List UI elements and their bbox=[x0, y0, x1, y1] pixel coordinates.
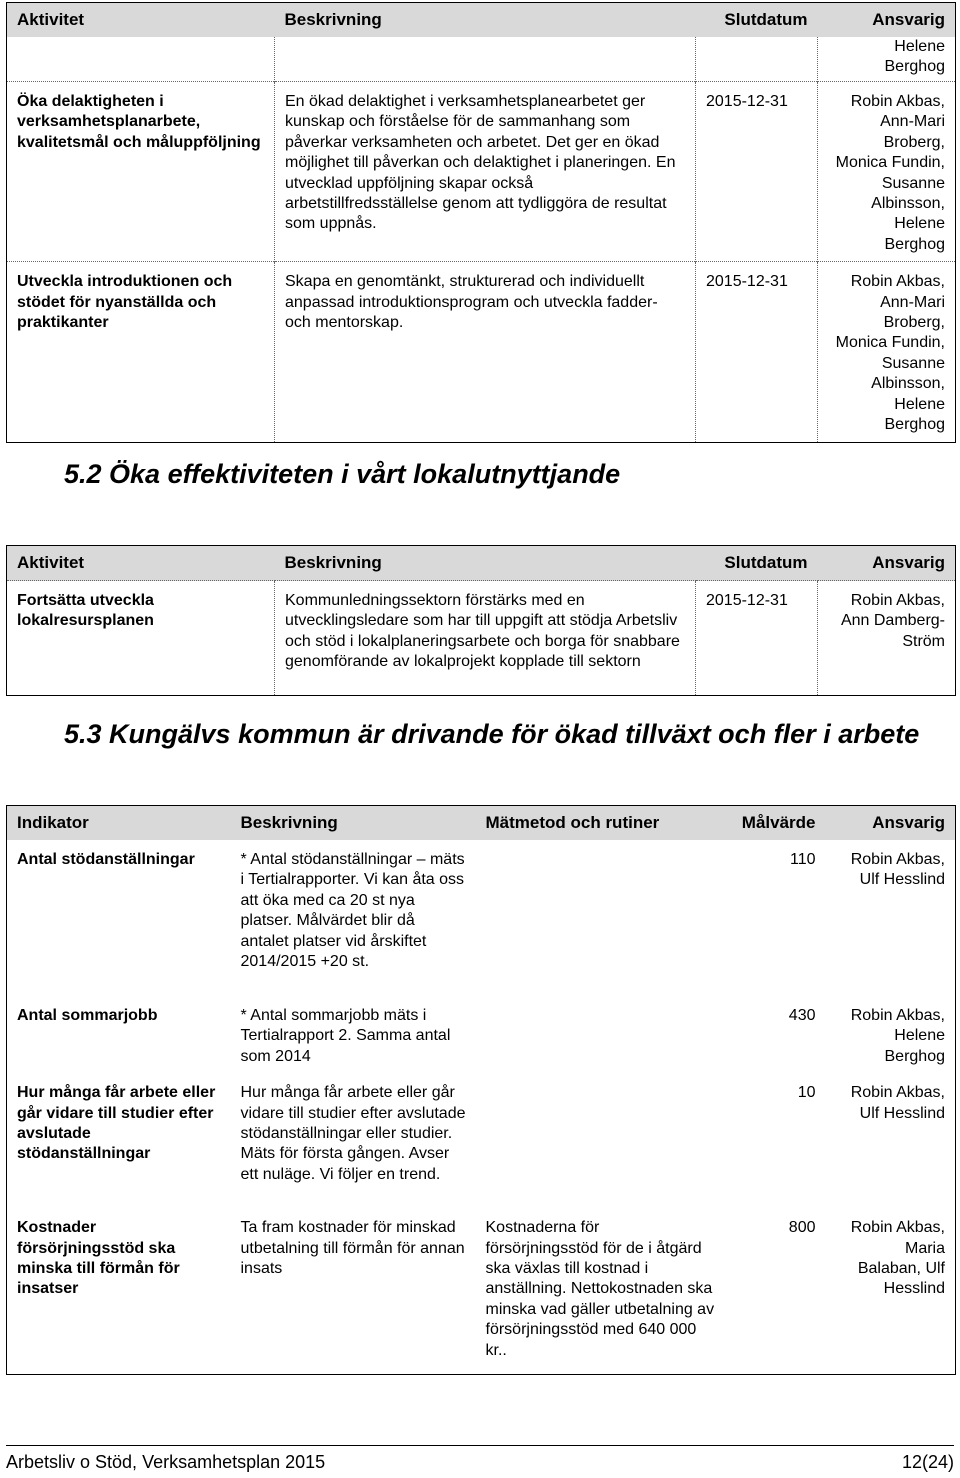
table-row bbox=[7, 1073, 956, 1208]
responsible-cell: Robin Akbas, Helene Berghog bbox=[850, 1007, 945, 1065]
header-responsible: Ansvarig bbox=[818, 546, 956, 581]
end-date-cell: 2015-12-31 bbox=[696, 581, 818, 696]
table-row bbox=[7, 581, 956, 696]
end-date-cell: 2015-12-31 bbox=[696, 82, 818, 262]
method-cell bbox=[476, 1073, 726, 1208]
header-method: Mätmetod och rutiner bbox=[476, 806, 726, 841]
responsible-cell: Robin Akbas, Maria Balaban, Ulf Hesslind bbox=[850, 1219, 945, 1298]
method-cell: Kostnaderna för försörjningsstöd för de i åtgärd ska växlas till kostnad i anställning. Nettokostnaden ska minska vad gäller utbetalning av försörjningsstöd med 640 000 kr.. bbox=[485, 1219, 715, 1359]
table-row bbox=[7, 37, 956, 82]
table-row bbox=[7, 1208, 956, 1375]
indicator-cell: Antal sommarjobb bbox=[17, 1007, 158, 1024]
header-description: Beskrivning bbox=[275, 3, 696, 38]
description-cell: Ta fram kostnader för minskad utbetalning till förmån för annan insats bbox=[240, 1219, 465, 1278]
table-row bbox=[7, 840, 956, 996]
description-cell: Hur många får arbete eller går vidare till studier efter avslutade stödanställningar eller studier. Mäts för första gången. Avser ett nuläge. Vi följer en trend. bbox=[240, 1084, 466, 1183]
activity-table-2 bbox=[6, 545, 956, 696]
method-cell bbox=[476, 840, 726, 996]
responsible-cell: Robin Akbas, Ann Damberg- Ström bbox=[818, 581, 956, 696]
activity-table-1 bbox=[6, 2, 956, 443]
table-header-row bbox=[7, 3, 956, 38]
activity-cell: Fortsätta utveckla lokalresursplanen bbox=[7, 581, 275, 696]
target-cell: 110 bbox=[789, 851, 816, 868]
description-cell: * Antal stödanställningar – mäts i Tertialrapporter. Vi kan åta oss att öka med ca 20 st nya platser. Målvärdet blir då antalet platser vid årskiftet 2014/2015 +20 st. bbox=[240, 851, 465, 971]
table-row bbox=[7, 262, 956, 442]
footer-page-number: 12(24) bbox=[901, 1452, 954, 1472]
responsible-cell: Robin Akbas, Ulf Hesslind bbox=[850, 851, 945, 889]
description-cell: Skapa en genomtänkt, strukturerad och individuellt anpassad introduktionsprogram och utveckla fadder- och mentorskap. bbox=[275, 262, 696, 442]
header-description: Beskrivning bbox=[275, 546, 696, 581]
responsible-cell: Robin Akbas, Ann-Mari Broberg, Monica Fundin, Susanne Albinsson, Helene Berghog bbox=[818, 262, 956, 442]
activity-cell: Utveckla introduktionen och stödet för nyanställda och praktikanter bbox=[7, 262, 275, 442]
responsible-cell: Robin Akbas, Ann-Mari Broberg, Monica Fundin, Susanne Albinsson, Helene Berghog bbox=[818, 82, 956, 262]
table-row bbox=[7, 82, 956, 262]
section-heading-5-2: 5.2 Öka effektiviteten i vårt lokalutnyttjande bbox=[64, 459, 621, 489]
header-end-date: Slutdatum bbox=[696, 3, 818, 38]
description-cell: * Antal sommarjobb mäts i Tertialrapport 2. Samma antal som 2014 bbox=[240, 1007, 451, 1065]
header-target: Målvärde bbox=[726, 806, 826, 841]
indicator-table bbox=[6, 805, 956, 1375]
indicator-cell: Kostnader försörjningsstöd ska minska till förmån för insatser bbox=[17, 1219, 180, 1298]
section-heading-5-3: 5.3 Kungälvs kommun är drivande för ökad tillväxt och fler i arbete bbox=[64, 719, 920, 749]
method-cell bbox=[476, 996, 726, 1073]
footer-document-title: Arbetsliv o Stöd, Verksamhetsplan 2015 bbox=[6, 1452, 326, 1472]
target-cell: 10 bbox=[797, 1084, 816, 1102]
page-footer bbox=[6, 1445, 954, 1472]
table-row bbox=[7, 996, 956, 1073]
target-cell: 800 bbox=[788, 1219, 816, 1237]
header-activity: Aktivitet bbox=[7, 546, 275, 581]
header-activity: Aktivitet bbox=[7, 3, 275, 38]
header-indicator: Indikator bbox=[7, 806, 231, 841]
header-description: Beskrivning bbox=[231, 806, 476, 841]
indicator-cell: Hur många får arbete eller går vidare till studier efter avslutade stödanställningar bbox=[17, 1084, 216, 1163]
responsible-cell: Robin Akbas, Ulf Hesslind bbox=[850, 1084, 945, 1122]
end-date-cell: 2015-12-31 bbox=[696, 262, 818, 442]
target-cell: 430 bbox=[788, 1007, 816, 1024]
header-responsible: Ansvarig bbox=[826, 806, 956, 841]
table-header-row bbox=[7, 546, 956, 581]
table-header-row bbox=[7, 806, 956, 841]
activity-cell: Öka delaktigheten i verksamhetsplanarbete, kvalitetsmål och måluppföljning bbox=[7, 82, 275, 262]
header-end-date: Slutdatum bbox=[696, 546, 818, 581]
responsible-carryover: Helene Berghog bbox=[818, 37, 956, 82]
description-cell: Kommunledningssektorn förstärks med en utvecklingsledare som har till uppgift att stödja Arbetsliv och stöd i lokalplaneringsarbete och borga för snabbare genomförande av lokalprojekt kopplade till sektorn bbox=[275, 581, 696, 696]
header-responsible: Ansvarig bbox=[818, 3, 956, 38]
indicator-cell: Antal stödanställningar bbox=[17, 851, 195, 868]
description-cell: En ökad delaktighet i verksamhetsplanearbetet ger kunskap och förståelse för de sammanhang som påverkar verksamheten och arbetet. Det ger en ökad möjlighet till påverkan och delaktighet i planeringen. En utvecklad uppföljning skapar också arbetstillfredsställelse genom att tydliggöra de resultat som uppnås. bbox=[275, 82, 696, 262]
